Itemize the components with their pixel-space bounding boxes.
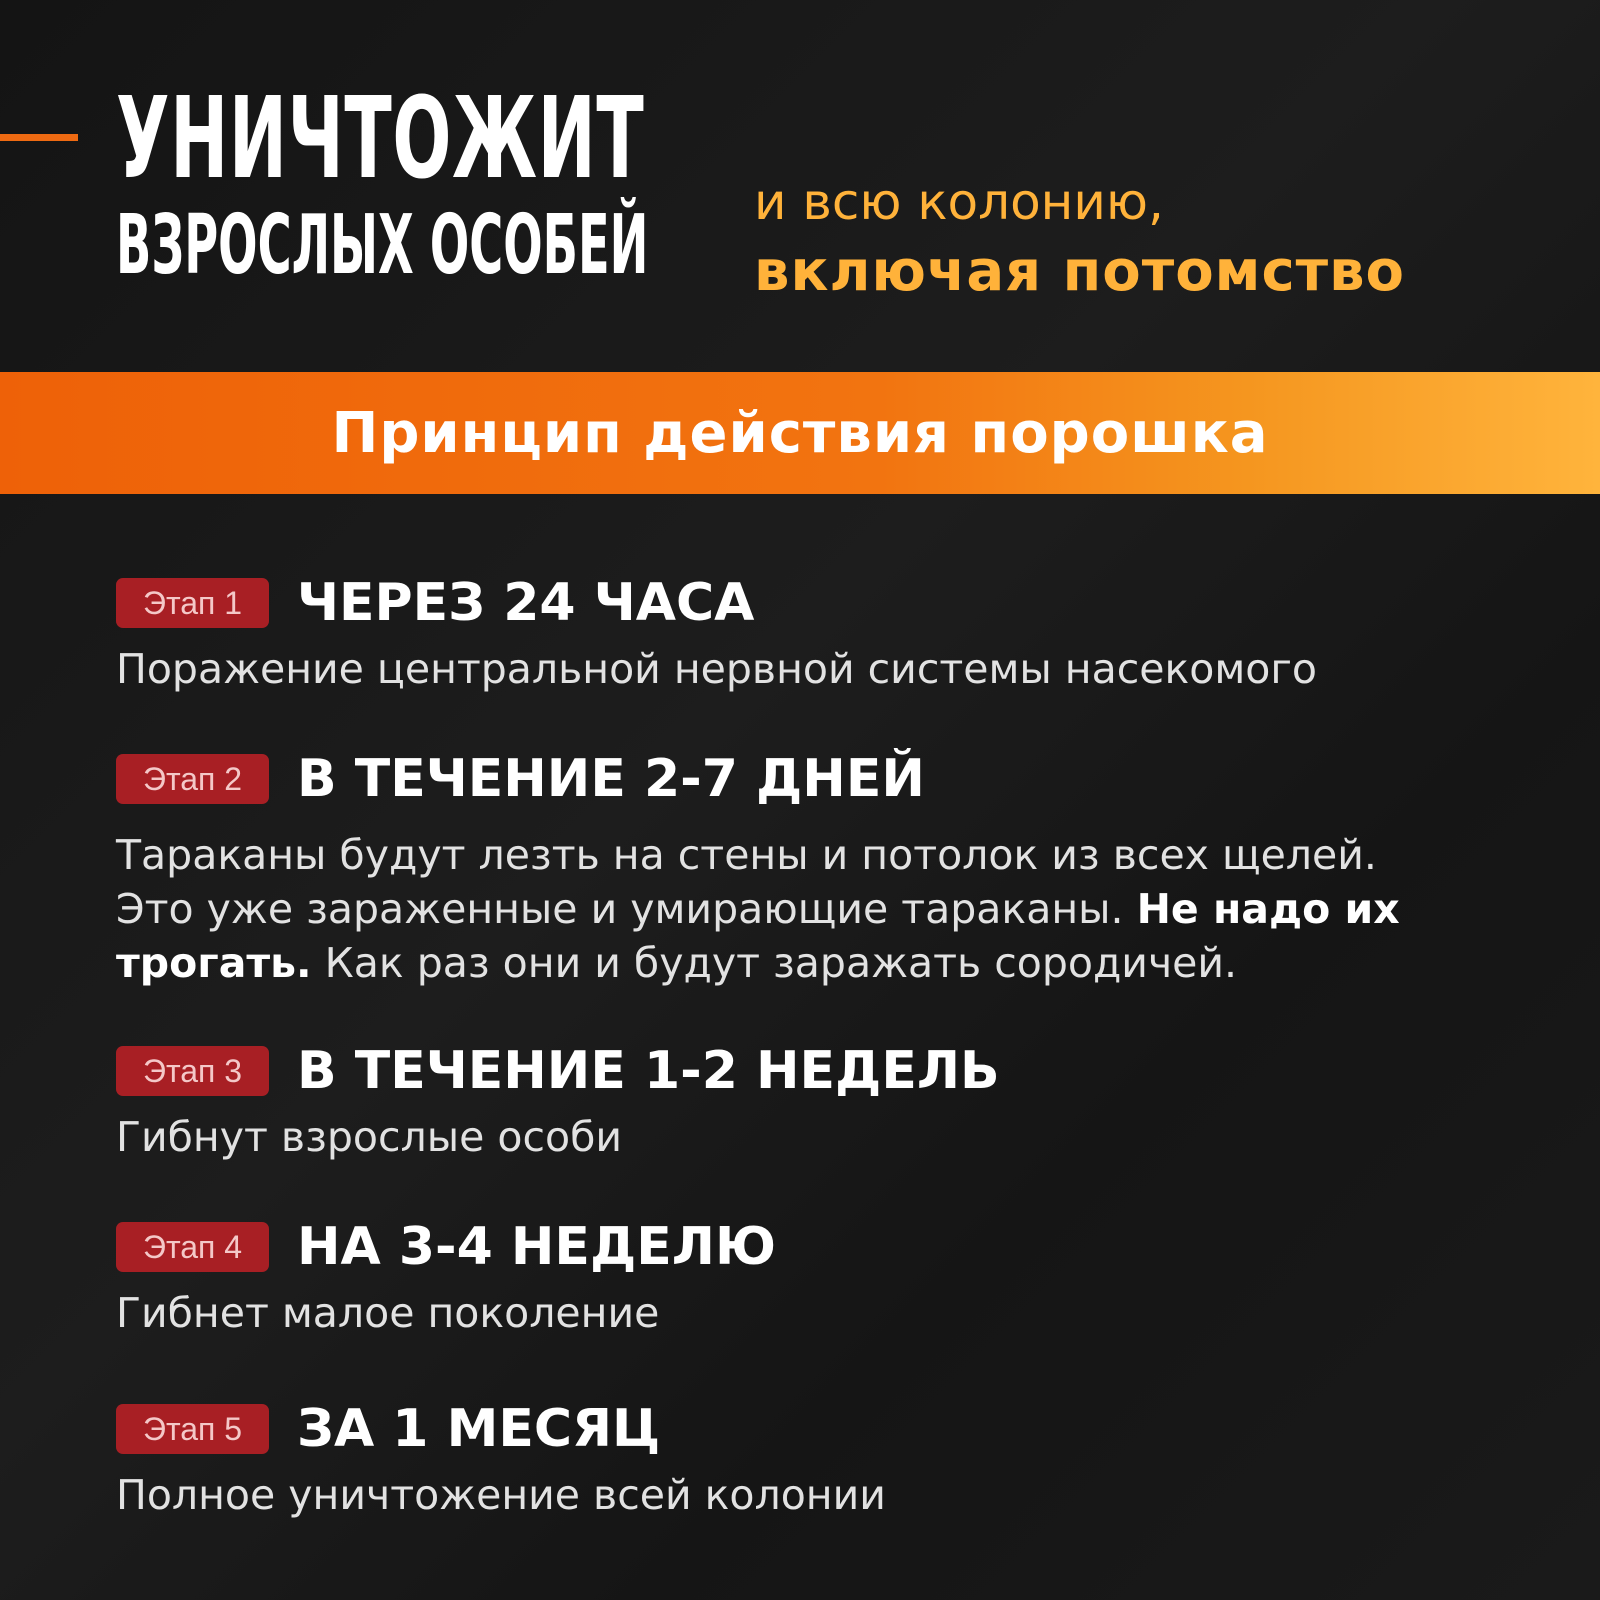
subheadline-line-2: включая потомство [754, 239, 1406, 304]
stage-badge: Этап 4 [116, 1222, 269, 1272]
stage-description: Полное уничтожение всей колонии [116, 1471, 886, 1519]
stage-3 [116, 1040, 1556, 1164]
stage-description: Гибнут взрослые особи [116, 1113, 623, 1161]
stage-5 [116, 1398, 1556, 1522]
headline [116, 74, 716, 294]
stage-description-text: Это уже зараженные и умирающие тараканы. [116, 885, 1137, 933]
section-title: Принцип действия порошка [331, 400, 1269, 466]
stage-title: НА 3-4 НЕДЕЛЮ [297, 1217, 777, 1277]
headline-line-2: ВЗРОСЛЫХ ОСОБЕЙ [116, 198, 649, 293]
stage-description-line-1: Тараканы будут лезть на стены и потолок из всех щелей. [116, 831, 1377, 879]
stage-header [116, 572, 1556, 634]
stage-title: ЧЕРЕЗ 24 ЧАСА [297, 573, 755, 633]
stage-description-text-end: Как раз они и будут заражать сородичей. [311, 939, 1238, 987]
accent-line [0, 134, 78, 141]
stage-warning-text-end: трогать. [116, 939, 312, 987]
stage-badge: Этап 2 [116, 754, 269, 804]
stage-1 [116, 572, 1556, 696]
stage-header [116, 1040, 1556, 1102]
section-banner [0, 372, 1600, 494]
stage-description: Поражение центральной нервной системы насекомого [116, 645, 1317, 693]
subheadline [754, 168, 1405, 308]
stage-badge: Этап 5 [116, 1404, 269, 1454]
subheadline-line-1: и всю колонию, [754, 173, 1164, 231]
stage-title: ЗА 1 МЕСЯЦ [297, 1399, 661, 1459]
stage-description: Гибнет малое поколение [116, 1289, 660, 1337]
stage-header [116, 748, 1556, 810]
stage-4 [116, 1216, 1556, 1340]
stage-warning-text: Не надо их [1136, 885, 1400, 933]
stage-badge: Этап 3 [116, 1046, 269, 1096]
stage-description-line-3 [116, 936, 1556, 990]
headline-line-1: УНИЧТОЖИТ [116, 74, 645, 204]
stage-title: В ТЕЧЕНИЕ 1-2 НЕДЕЛЬ [297, 1041, 1000, 1101]
stage-badge: Этап 1 [116, 578, 269, 628]
stage-2 [116, 748, 1556, 990]
stage-header [116, 1216, 1556, 1278]
stage-description-line-2 [116, 882, 1556, 936]
stage-title: В ТЕЧЕНИЕ 2-7 ДНЕЙ [297, 749, 925, 809]
stage-description [116, 828, 1556, 990]
stage-header [116, 1398, 1556, 1460]
